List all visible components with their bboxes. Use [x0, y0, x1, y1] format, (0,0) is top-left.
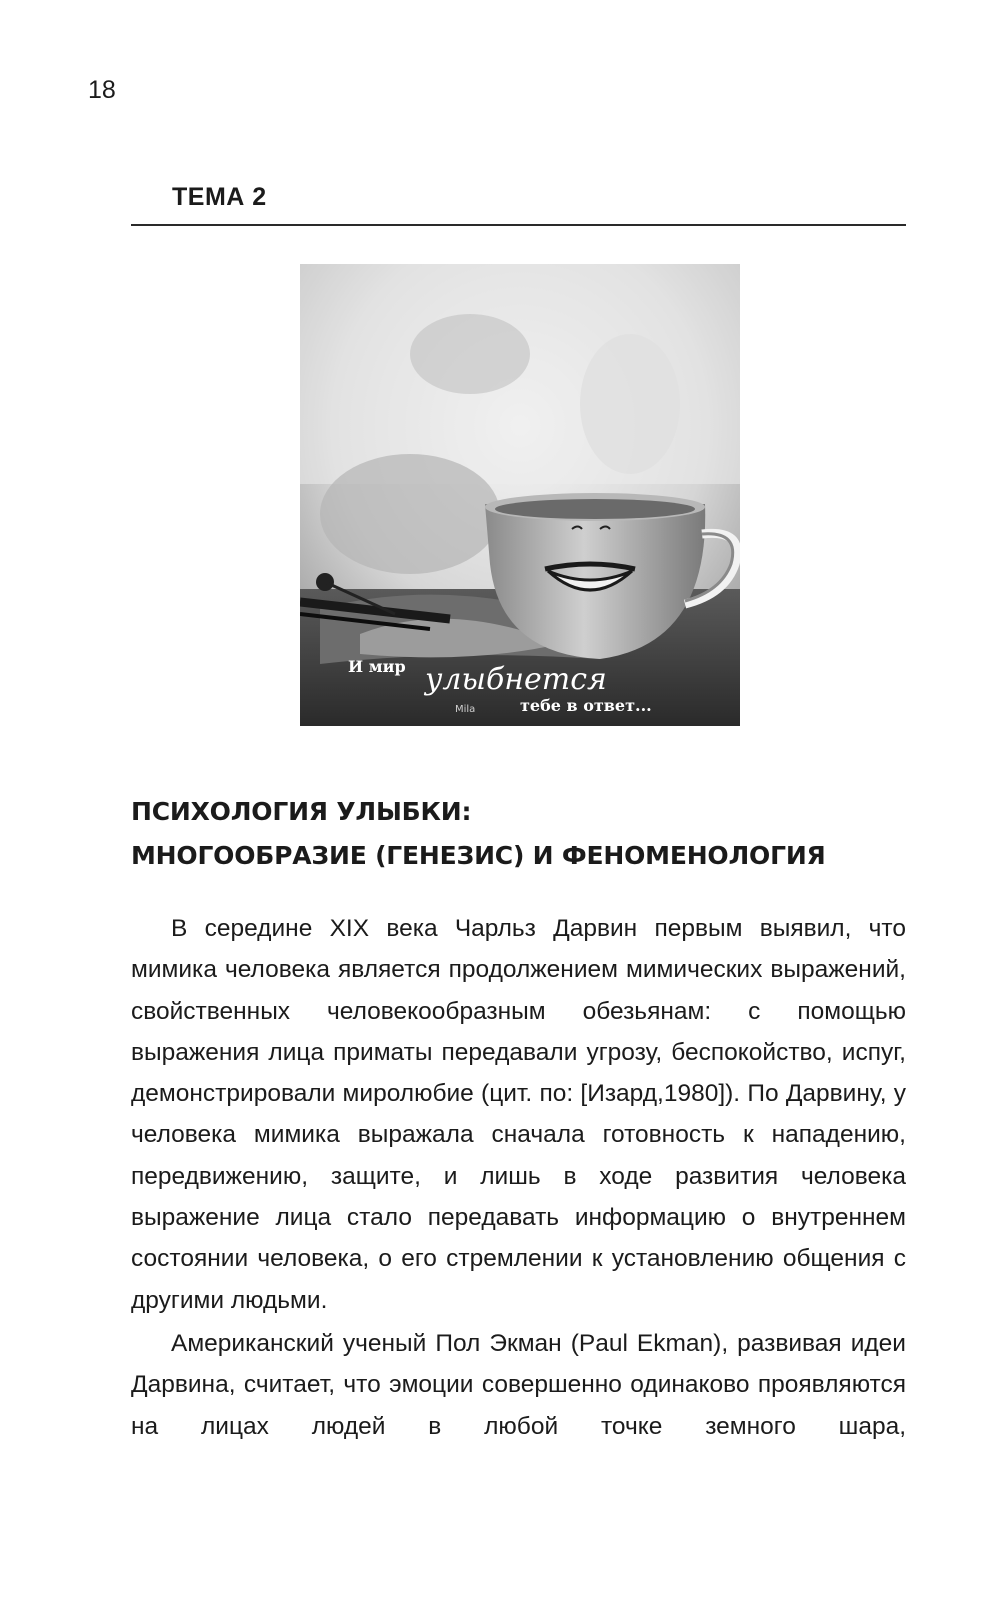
chapter-heading-line1: ПСИХОЛОГИЯ УЛЫБКИ:: [131, 797, 472, 826]
page-number: 18: [88, 76, 116, 104]
illustration-caption-word2: улыбнется: [425, 662, 607, 697]
illustration-coffee-cup: [300, 264, 740, 726]
body-text: [131, 908, 906, 1447]
illustration-caption-line2: тебе в ответ...: [520, 696, 652, 715]
illustration-caption-word1: И мир: [348, 657, 406, 676]
illustration-watermark: Mila: [455, 704, 476, 715]
paragraph-1: В середине XIX века Чарльз Дарвин первым выявил, что мимика человека является продолжением мимических выражений, свойственных человекообразным обезьянам: с помощью выражения лица приматы передавали угрозу, беспокойство, испуг, демонстрировали миролюбие (цит. по: [Изард,1980]). По Дарвину, у человека мимика выражала сначала готовность к нападению, передвижению, защите, и лишь в ходе развития человека выражение лица стало передавать информацию о внутреннем состоянии человека, о его стремлении к установлению общения с другими людьми.: [131, 915, 906, 1314]
chapter-heading-line2: МНОГООБРАЗИЕ (ГЕНЕЗИС) И ФЕНОМЕНОЛОГИЯ: [131, 841, 826, 870]
paragraph-2: Американский ученый Пол Экман (Paul Ekman), развивая идеи Дарвина, считает, что эмоции совершенно одинаково проявляются на лицах людей в любой точке земного шара,: [131, 1329, 906, 1440]
header-rule: [131, 224, 906, 226]
chapter-heading: [131, 790, 911, 878]
section-label: ТЕМА 2: [172, 183, 267, 211]
